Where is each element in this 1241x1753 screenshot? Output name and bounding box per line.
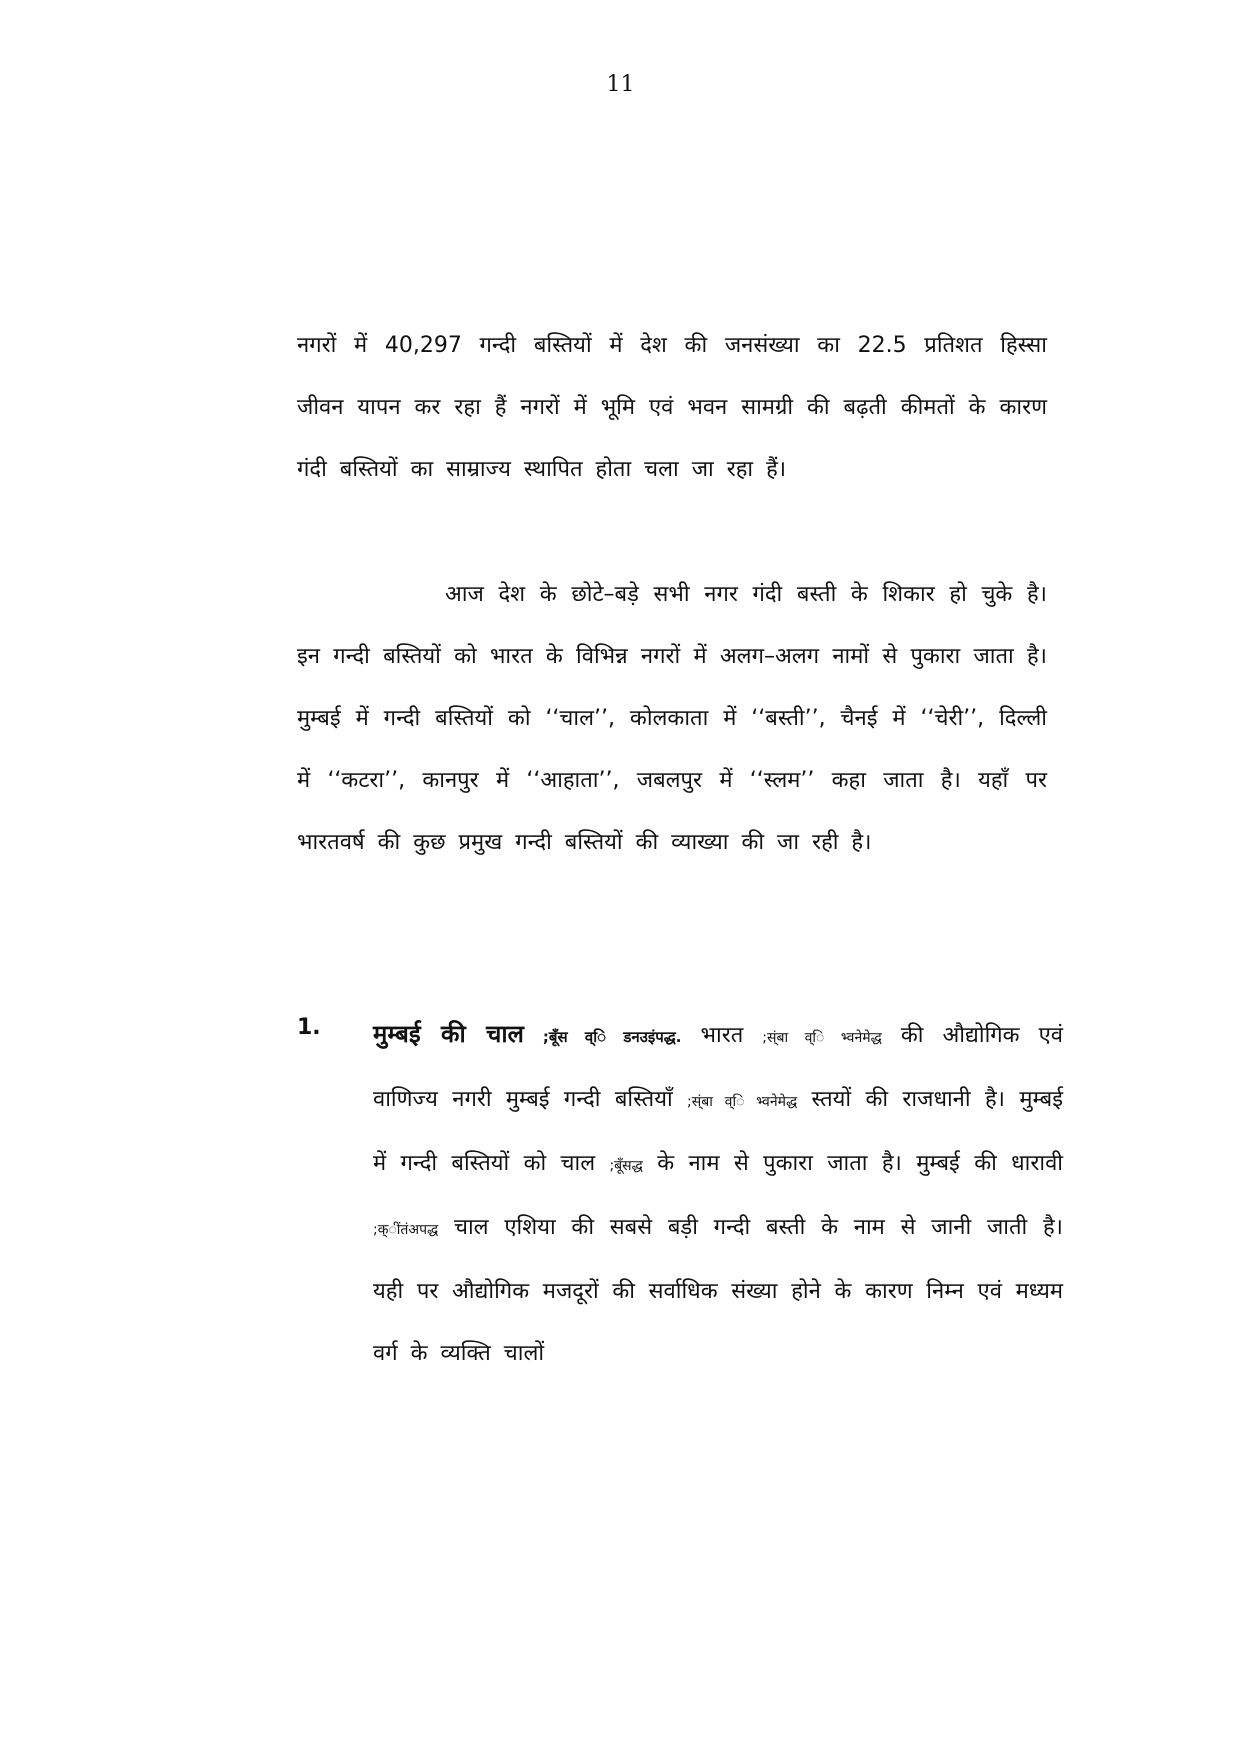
paragraph-intro: नगरों में 40,297 गन्दी बस्तियों में देश की जनसंख्या का 22.5 प्रतिशत हिस्सा जीवन यापन कर रहा हैं नगरों में भूमि एवं भवन सामग्री की बढ़ती कीमतों के कारण गंदी बस्तियों का साम्राज्य स्थापित होता चला जा रहा हैं।	[297, 333, 1047, 482]
text-segment: भारत	[700, 1023, 744, 1048]
garbled-english-term: ;स्ंबा व्ि भ्वनेमेद्ध	[687, 1094, 798, 1110]
text-segment: स्तयों की राजधानी है। मुम्बई में गन्दी बस्तियों को चाल	[373, 1087, 1063, 1176]
page-number: 11	[606, 72, 635, 97]
garbled-english-term: ;क्ींतंअपद्ध	[373, 1222, 439, 1238]
text-segment: की औद्योगिक एवं वाणिज्य नगरी मुम्बई गन्दी बस्तियाँ	[373, 1023, 1064, 1112]
paragraph-slum-names: आज देश के छोटे–बड़े सभी नगर गंदी बस्ती के शिकार हो चुके है। इन गन्दी बस्तियों को भारत के विभिन्न नगरों में अलग–अलग नामों से पुकारा जाता है। मुम्बई में गन्दी बस्तियों को ‘‘चाल’’, कोलकाता में ‘‘बस्ती’’, चैनई में ‘‘चेरी’’, दिल्ली में ‘‘कटरा’’, कानपुर में ‘‘आहाता’’, जबलपुर में ‘‘स्लम’’ कहा जाता है। यहाँ पर भारतवर्ष की कुछ प्रमुख गन्दी बस्तियों की व्याख्या की जा रही है।	[297, 582, 1047, 855]
list-item-number: 1.	[297, 1015, 321, 1040]
list-item-text	[373, 1003, 1063, 1385]
garbled-english-heading: ;बूँस व्ि डनउइंपद्ध.	[542, 1028, 682, 1046]
text-segment: के नाम से पुकारा जाता है। मुम्बई की धारावी	[657, 1151, 1064, 1176]
list-item-heading: मुम्बई की चाल	[373, 1020, 524, 1048]
garbled-english-term: ;स्ंबा व्ि भ्वनेमेद्ध	[762, 1030, 882, 1046]
text-segment: चाल एशिया की सबसे बड़ी गन्दी बस्ती के नाम से जानी जाती है। यही पर औद्योगिक मजदूरों की सर्वाधिक संख्या होने के कारण निम्न एवं मध्यम वर्ग के व्यक्ति चालों	[373, 1215, 1063, 1366]
garbled-english-term: ;बूँसद्ध	[609, 1158, 643, 1174]
